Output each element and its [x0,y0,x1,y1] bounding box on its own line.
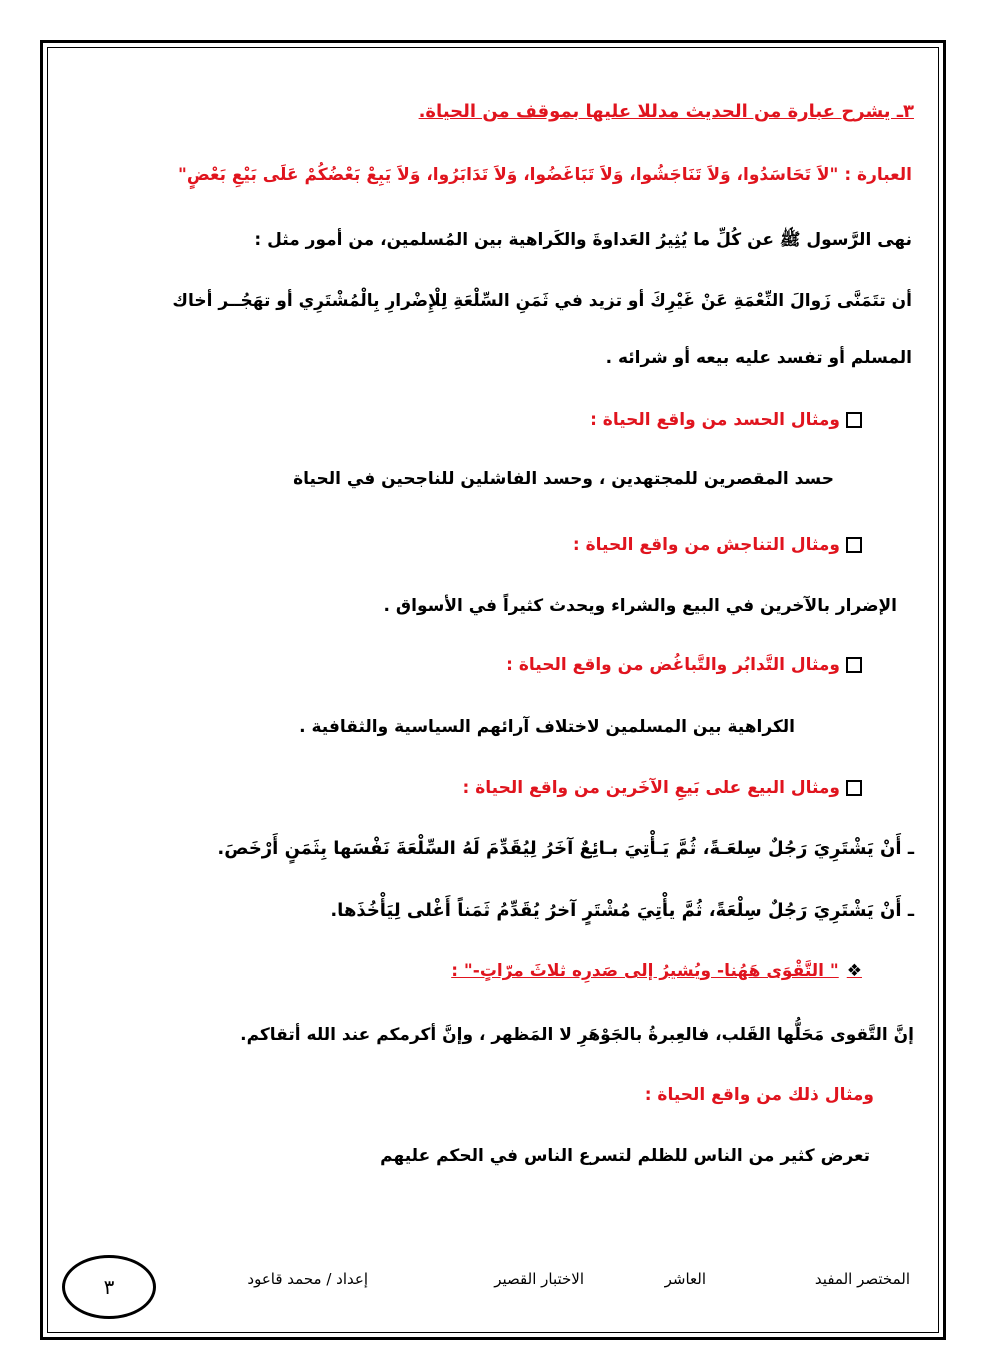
selling-example-1: ـ أَنْ يَشْتَرِيَ رَجُلٌ سِلعَـةً، ثُمَّ يَـأْتِيَ بـائِعٌ آخَرُ لِيُقَدِّمَ لَهُ السِّلْعَةَ نَفْسَها بِثَمَنٍ أَرْخَصَ. [217,838,914,859]
taqwa-title: ❖" التَّقْوَى هَهُنا- ويُشيرُ إلى صَدرِه ثلاثَ مرّاتٍ-" : [451,961,862,981]
najash-example-text: الإضرار بالآخرين في البيع والشراء ويحدث كثيراً في الأسواق . [383,596,897,616]
checkbox-icon [846,657,862,673]
tadabur-example-title: ومثال التَّدابُر والتَّباغُض من واقع الحياة : [506,655,862,675]
tadabur-example-text: الكراهية بين المسلمين لاختلاف آرائهم السياسية والثقافية . [299,717,795,737]
life-example-title: ومثال ذلك من واقع الحياة : [644,1085,874,1105]
footer-grade: العاشر [664,1270,706,1288]
life-example-text: تعرض كثير من الناس للظلم لتسرع الناس في الحكم عليهم [380,1146,870,1166]
footer-book-title: المختصر المفيد [814,1270,910,1288]
footer-test-name: الاختبار القصير [494,1270,584,1288]
najash-example-title: ومثال التناجش من واقع الحياة : [573,535,862,555]
checkbox-icon [846,780,862,796]
page-number-text: ٣ [103,1275,115,1299]
selling-example-2: ـ أَنْ يَشْتَرِيَ رَجُلٌ سِلْعَةً، ثُمَّ يأْتِيَ مُشْتَرٍ آخرُ يُقَدِّمُ ثَمَناً أَغْلى لِيَأْخُذَها. [330,900,914,921]
selling-example-title: ومثال البيع على بَيعِ الآخَرين من واقع الحياة : [463,778,862,798]
intro-text: نهى الرَّسول ﷺ عن كُلِّ ما يُثِيرُ العَداوةَ والكَراهية بين المُسلمين، من أمور مثل : [254,230,912,250]
taqwa-text: إنَّ التَّقوى مَحَلُّها القَلب، فالعِبرةُ بالجَوْهَرِ لا المَظهر ، وإنَّ أكرمكم عند الله أتقاكم. [240,1025,914,1045]
page-number [62,1255,156,1319]
checkbox-icon [846,537,862,553]
footer-author: إعداد / محمد قاعود [247,1270,368,1288]
hadith-phrase: العبارة : "لاَ تَحَاسَدُوا، وَلاَ تَنَاجَشُوا، وَلاَ تَبَاغَضُوا، وَلاَ تَدَابَرُوا، وَلاَ يَبِعْ بَعْضُكُمْ عَلَى بَيْعِ بَعْضٍ" [177,165,912,185]
envy-example-text: حسد المقصرين للمجتهدين ، وحسد الفاشلين للناجحين في الحياة [293,469,834,489]
body-line-2: المسلم أو تفسد عليه بيعه أو شرائه . [605,348,912,368]
diamond-bullet-icon: ❖ [846,961,862,981]
envy-example-title: ومثال الحسد من واقع الحياة : [590,410,862,430]
checkbox-icon [846,412,862,428]
body-line-1: أن تتَمَنَّى زَوالَ النِّعْمَةِ عَنْ غَيْرِكَ أو تزيد في ثَمَنِ السِّلْعَةِ لِلْإِضْرارِ بِالْمُشْتَرِي أو تهَجُــر أخاك [172,291,912,311]
section-heading: ٣ـ يشرح عبارة من الحديث مدللا عليها بموقف من الحياة. [418,101,914,122]
